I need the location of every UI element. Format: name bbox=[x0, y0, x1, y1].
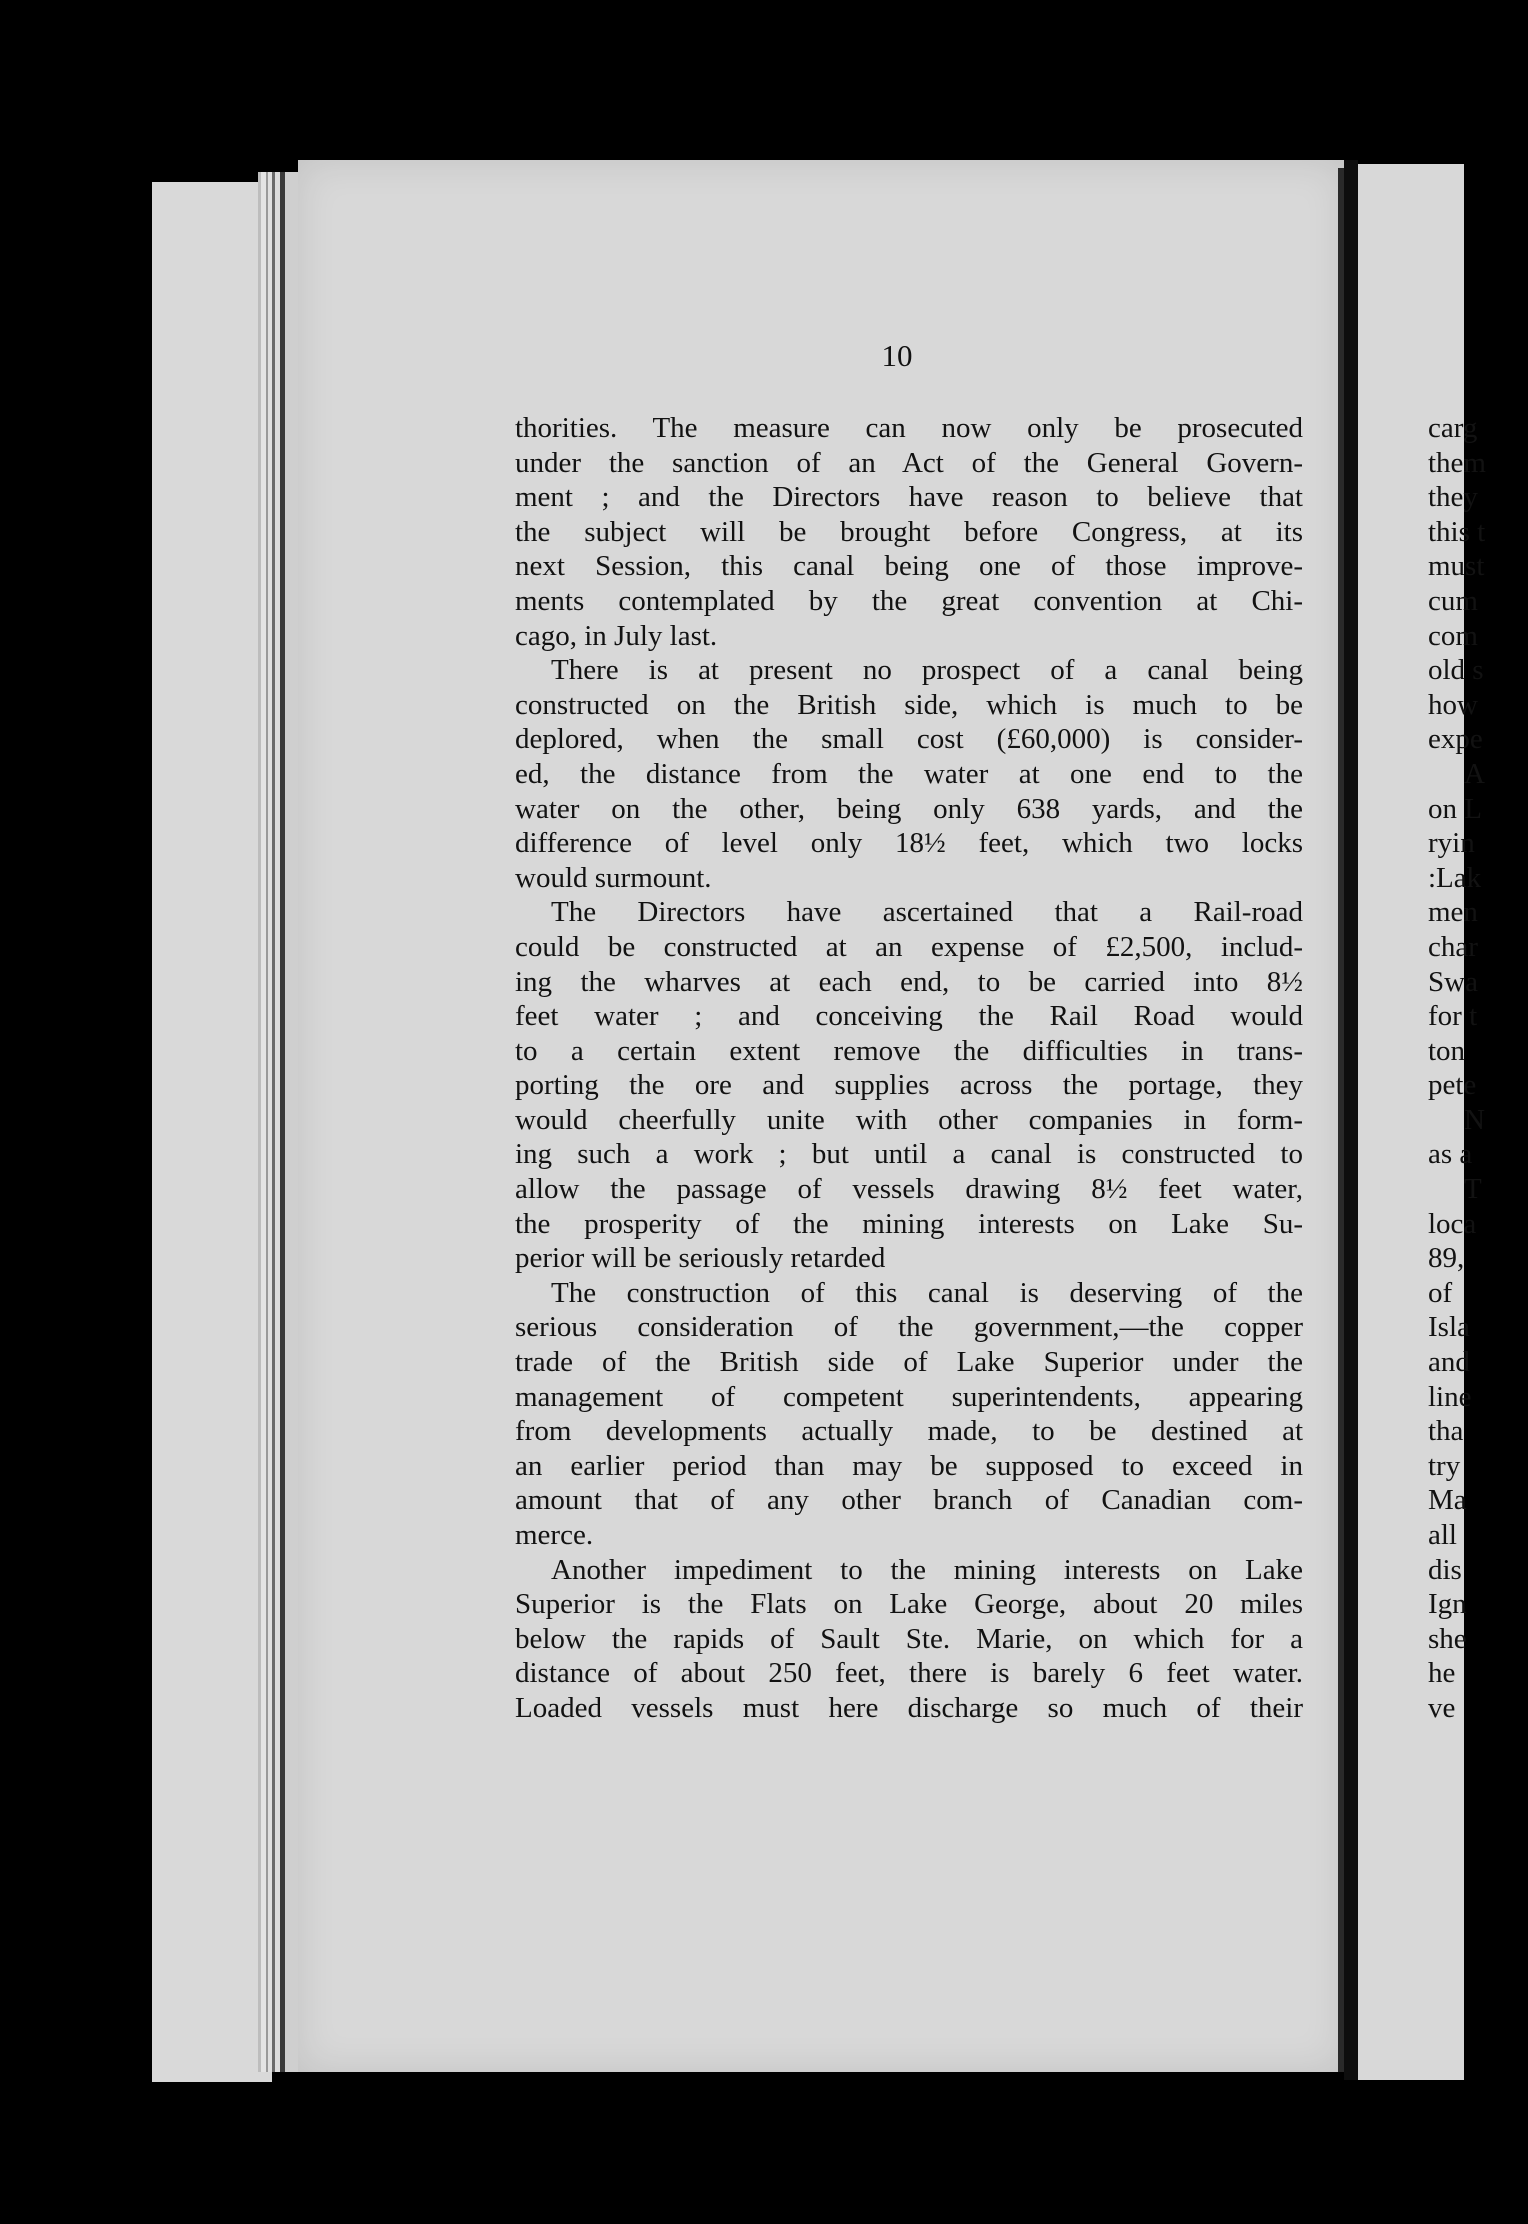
next-page-fragment: carg bbox=[1428, 412, 1478, 444]
text-line: deplored, when the small cost (£60,000) is consider- bbox=[515, 723, 1303, 756]
next-page-fragment: com bbox=[1428, 619, 1478, 652]
text-line: There is at present no prospect of a canal being bbox=[551, 654, 1303, 687]
next-page-fragment: try bbox=[1428, 1449, 1461, 1482]
next-page-fragment: must bbox=[1428, 550, 1485, 583]
text-line: The construction of this canal is deserving of the bbox=[551, 1276, 1303, 1309]
body-text bbox=[515, 411, 1303, 1726]
text-line: The Directors have ascertained that a Rail-road bbox=[551, 896, 1303, 929]
next-page-fragment: A bbox=[1464, 757, 1485, 790]
next-page-fragment: Isla bbox=[1428, 1311, 1470, 1344]
text-line: below the rapids of Sault Ste. Marie, on which for a bbox=[515, 1622, 1303, 1655]
text-line: could be constructed at an expense of £2,500, includ- bbox=[515, 930, 1303, 963]
next-page-fragment: she bbox=[1428, 1622, 1467, 1655]
text-line: Another impediment to the mining interests on Lake bbox=[551, 1553, 1303, 1586]
text-line: amount that of any other branch of Canadian com- bbox=[515, 1484, 1303, 1517]
next-page-fragment: them bbox=[1428, 446, 1486, 479]
page-gutter bbox=[1344, 160, 1358, 2080]
next-page-fragment: he bbox=[1428, 1657, 1456, 1690]
next-page-fragment: old s bbox=[1428, 654, 1484, 687]
text-line: to a certain extent remove the difficulties in trans- bbox=[515, 1034, 1303, 1067]
page-number bbox=[0, 338, 1464, 374]
text-line: ing such a work ; but until a canal is constructed to bbox=[515, 1138, 1303, 1171]
text-line: water on the other, being only 638 yards, and the bbox=[515, 792, 1303, 825]
next-page-fragment: pete bbox=[1428, 1069, 1477, 1102]
next-page-text bbox=[1428, 411, 1528, 1726]
next-page-fragment: how bbox=[1428, 688, 1478, 721]
text-line: distance of about 250 feet, there is barely 6 feet water. bbox=[515, 1657, 1303, 1690]
text-line: Superior is the Flats on Lake George, about 20 miles bbox=[515, 1588, 1303, 1621]
next-page-fragment: for t bbox=[1428, 1000, 1478, 1033]
text-line: perior will be seriously retarded bbox=[515, 1242, 886, 1275]
next-page-fragment: expe bbox=[1428, 723, 1483, 756]
next-page-fragment: Ign bbox=[1428, 1588, 1467, 1621]
next-page-fragment: 89, bbox=[1428, 1242, 1465, 1275]
next-page-fragment: line bbox=[1428, 1380, 1472, 1413]
next-page-fragment: Swa bbox=[1428, 965, 1478, 998]
text-line: ed, the distance from the water at one end to the bbox=[515, 757, 1303, 790]
next-page-fragment: on L bbox=[1428, 792, 1482, 825]
text-line: management of competent superintendents, appearing bbox=[515, 1380, 1303, 1413]
next-page-fragment: all bbox=[1428, 1519, 1457, 1551]
next-page-fragment: dis bbox=[1428, 1553, 1462, 1586]
text-line: cago, in July last. bbox=[515, 619, 718, 652]
text-line: from developments actually made, to be destined at bbox=[515, 1415, 1303, 1448]
next-page-fragment: ton bbox=[1428, 1034, 1466, 1067]
next-page-fragment: ryin bbox=[1428, 827, 1475, 860]
text-line: constructed on the British side, which is much to be bbox=[515, 688, 1303, 721]
next-page-fragment: Ma bbox=[1428, 1484, 1467, 1517]
next-page-fragment: :Lak bbox=[1428, 861, 1482, 894]
text-line: the prosperity of the mining interests on Lake Su- bbox=[515, 1207, 1303, 1240]
text-line: under the sanction of an Act of the General Govern- bbox=[515, 446, 1303, 479]
text-line: next Session, this canal being one of those improve- bbox=[515, 550, 1303, 583]
text-line: allow the passage of vessels drawing 8½ feet water, bbox=[515, 1173, 1303, 1206]
next-page-fragment: T bbox=[1464, 1173, 1482, 1206]
text-line: porting the ore and supplies across the portage, they bbox=[515, 1069, 1303, 1102]
text-line: merce. bbox=[515, 1519, 594, 1551]
text-line: would cheerfully unite with other companies in form- bbox=[515, 1103, 1303, 1136]
page-number-text: 10 bbox=[881, 338, 913, 373]
text-line: Loaded vessels must here discharge so much of their bbox=[515, 1691, 1303, 1724]
left-background-strip bbox=[152, 182, 272, 2082]
next-page-fragment: cum bbox=[1428, 584, 1478, 617]
text-line: serious consideration of the government,—the copper bbox=[515, 1311, 1303, 1344]
text-line: feet water ; and conceiving the Rail Road would bbox=[515, 1000, 1303, 1033]
text-line: ment ; and the Directors have reason to believe that bbox=[515, 481, 1303, 514]
next-page-fragment: men bbox=[1428, 896, 1478, 929]
next-page-fragment: tha bbox=[1428, 1415, 1464, 1448]
page-edges bbox=[258, 172, 298, 2072]
next-page-fragment: this t bbox=[1428, 515, 1486, 548]
text-line: ing the wharves at each end, to be carried into 8½ bbox=[515, 965, 1303, 998]
next-page-fragment: of bbox=[1428, 1276, 1453, 1309]
next-page-fragment: and bbox=[1428, 1346, 1470, 1379]
next-page-fragment: they bbox=[1428, 481, 1478, 514]
text-line: the subject will be brought before Congress, at its bbox=[515, 515, 1303, 548]
text-line: difference of level only 18½ feet, which two locks bbox=[515, 827, 1303, 860]
next-page-fragment: N bbox=[1464, 1103, 1485, 1136]
text-line: trade of the British side of Lake Superior under the bbox=[515, 1346, 1303, 1379]
text-line: an earlier period than may be supposed to exceed in bbox=[515, 1449, 1303, 1482]
text-line: ments contemplated by the great convention at Chi- bbox=[515, 584, 1303, 617]
next-page-fragment: ve bbox=[1428, 1691, 1456, 1724]
next-page-fragment: char bbox=[1428, 930, 1478, 963]
next-page-fragment: loca bbox=[1428, 1207, 1477, 1240]
next-page-fragment: as a bbox=[1428, 1138, 1473, 1171]
text-line: would surmount. bbox=[515, 861, 712, 894]
text-line: thorities. The measure can now only be prosecuted bbox=[515, 412, 1303, 444]
